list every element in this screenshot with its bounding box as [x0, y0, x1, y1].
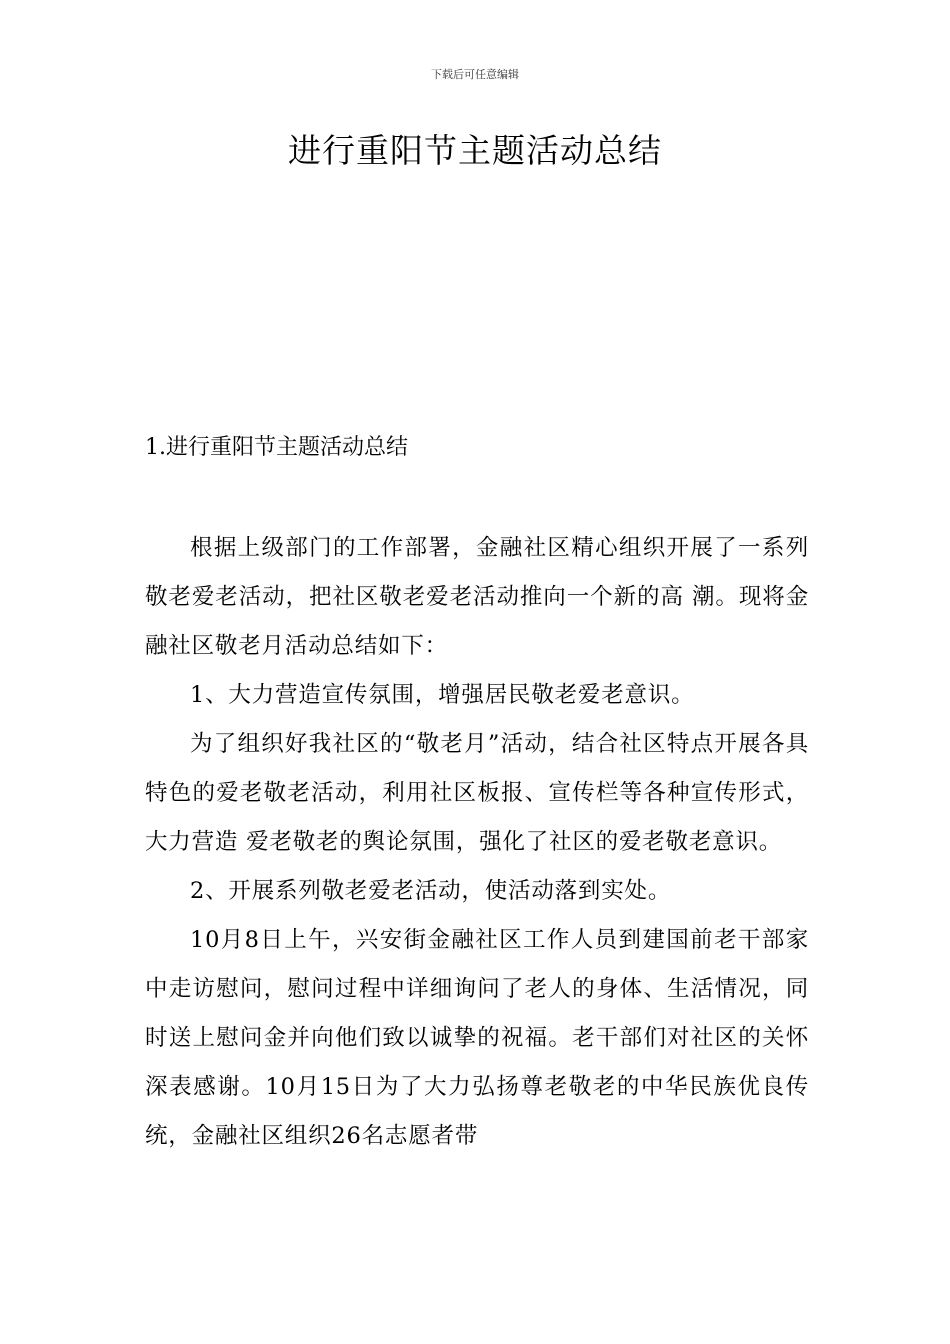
paragraph-point-2-body: 10月8日上午，兴安街金融社区工作人员到建国前老干部家中走访慰问，慰问过程中详细询问了老人的身体、生活情况，同时送上慰问金并向他们致以诚挚的祝福。老干部们对社区的关怀深表感谢。10月15日为了大力弘扬尊老敬老的中华民族优良传统，金融社区组织26名志愿者带 — [145, 927, 809, 1149]
paragraph-intro: 根据上级部门的工作部署，金融社区精心组织开展了一系列敬老爱老活动，把社区敬老爱老活动推向一个新的高 潮。现将金融社区敬老月活动总结如下： — [145, 535, 809, 659]
document-title: 进行重阳节主题活动总结 — [288, 131, 662, 170]
document-body — [145, 524, 809, 1161]
page-header-note: 下载后可任意编辑 — [431, 68, 519, 81]
paragraph-point-1-body: 为了组织好我社区的“敬老月”活动，结合社区特点开展各具特色的爱老敬老活动，利用社区板报、宣传栏等各种宣传形式，大力营造 爱老敬老的舆论氛围，强化了社区的爱老敬老意识。 — [145, 731, 809, 855]
paragraph-point-1-heading: 1、大力营造宣传氛围，增强居民敬老爱老意识。 — [190, 682, 695, 708]
paragraph-point-2-heading: 2、开展系列敬老爱老活动，使活动落到实处。 — [190, 878, 672, 904]
section-heading: 1.进行重阳节主题活动总结 — [145, 435, 408, 460]
